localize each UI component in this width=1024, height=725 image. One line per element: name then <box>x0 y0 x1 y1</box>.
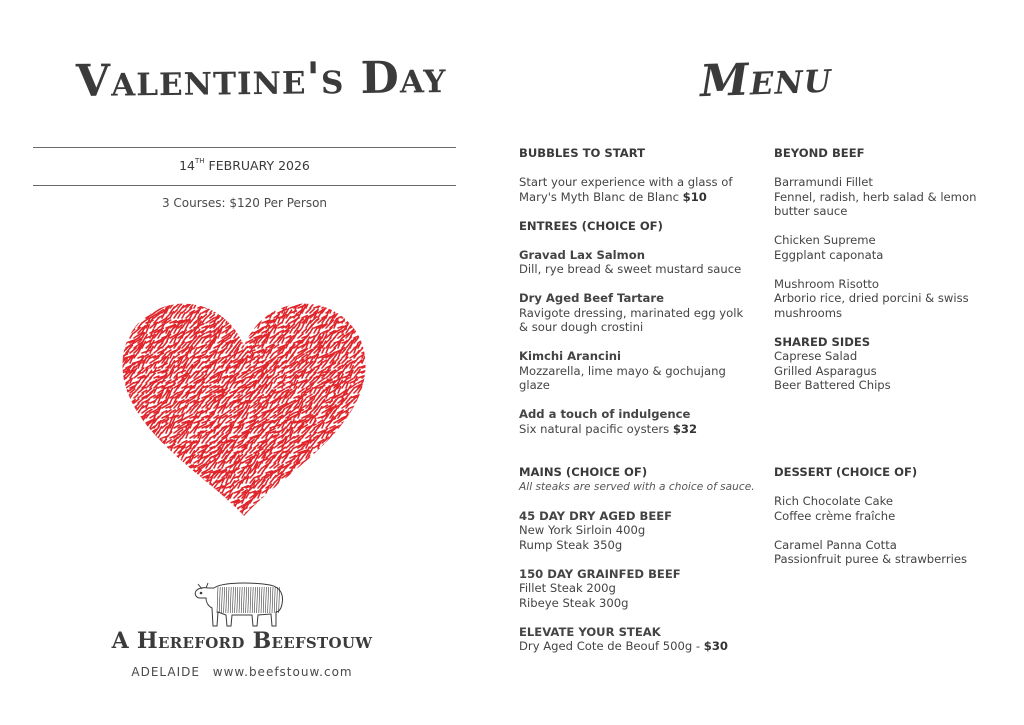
main-item: Fillet Steak 200g <box>519 581 616 595</box>
indulgence-desc <box>519 422 759 437</box>
elevate-text: Dry Aged Cote de Beouf 500g - <box>519 639 701 653</box>
entree-name: Dry Aged Beef Tartare <box>519 291 664 305</box>
main-item: New York Sirloin 400g <box>519 523 646 537</box>
elevate-item <box>519 639 759 654</box>
courses-price: 3 Courses: $120 Per Person <box>161 196 328 210</box>
mains-group-name: 45 DAY DRY AGED BEEF <box>519 508 673 523</box>
entree-desc: Ravigote dressing, marinated egg yolk <box>519 305 744 320</box>
beyond-item-name: Chicken Supreme <box>774 233 876 247</box>
beyond-item-desc: Eggplant caponata <box>774 247 884 262</box>
brand-name: A Hereford Beefstouw <box>111 628 373 654</box>
entree-desc: Dill, rye bread & sweet mustard sauce <box>519 262 742 276</box>
indulgence-name: Add a touch of indulgence <box>519 407 691 421</box>
beyond-item-desc: Arborio rice, dried porcini & swiss <box>774 291 969 305</box>
entree-desc: & sour dough crostini <box>519 320 644 334</box>
side-item: Caprese Salad <box>774 349 858 363</box>
beyond-item-name: Barramundi Fillet <box>774 175 873 189</box>
event-date <box>33 158 456 173</box>
mains-group-name: 150 DAY GRAINFED BEEF <box>519 566 681 581</box>
cow-icon <box>192 576 288 630</box>
entree-name: Gravad Lax Salmon <box>519 247 645 262</box>
valentines-day-title: Valentine's Day <box>75 52 447 107</box>
elevate-heading: ELEVATE YOUR STEAK <box>519 624 661 639</box>
entrees-heading: ENTREES (CHOICE OF) <box>519 218 663 233</box>
dessert-heading: DESSERT (CHOICE OF) <box>774 465 918 479</box>
menu-column-left <box>519 146 759 654</box>
oysters-text: Six natural pacific oysters <box>519 421 670 436</box>
date-suffix: TH <box>195 157 205 165</box>
bubbles-line: Start your experience with a glass of <box>519 175 733 189</box>
date-day: 14 <box>179 158 195 173</box>
beyond-beef-heading: BEYOND BEEF <box>774 146 865 160</box>
bubbles-price: $10 <box>682 189 707 204</box>
main-item: Ribeye Steak 300g <box>519 595 629 610</box>
divider-top <box>33 147 456 148</box>
bubbles-wine <box>519 190 759 205</box>
menu-title: Menu <box>699 51 833 108</box>
menu-column-right <box>774 146 979 567</box>
side-item: Grilled Asparagus <box>774 363 877 378</box>
beyond-item-desc: mushrooms <box>774 305 843 320</box>
dessert-desc: Passionfruit puree & strawberries <box>774 552 968 566</box>
divider-bottom <box>33 185 456 186</box>
brand-city: ADELAIDE <box>131 665 200 679</box>
heart-icon <box>118 298 370 520</box>
shared-sides-heading: SHARED SIDES <box>774 334 871 349</box>
side-item: Beer Battered Chips <box>774 378 891 392</box>
bubbles-wine-name: Mary's Myth Blanc de Blanc <box>519 189 679 204</box>
mains-note: All steaks are served with a choice of sauce. <box>519 480 755 493</box>
beyond-item-name: Mushroom Risotto <box>774 276 880 291</box>
brand-footer <box>100 665 384 679</box>
entree-name: Kimchi Arancini <box>519 349 622 363</box>
dessert-name: Caramel Panna Cotta <box>774 537 897 552</box>
oysters-price: $32 <box>672 421 698 436</box>
mains-heading: MAINS (CHOICE OF) <box>519 465 648 479</box>
dessert-name: Rich Chocolate Cake <box>774 494 894 508</box>
main-item: Rump Steak 350g <box>519 537 623 552</box>
elevate-price: $30 <box>703 639 728 653</box>
entree-desc: Mozzarella, lime mayo & gochujang glaze <box>519 363 726 392</box>
brand-website[interactable]: www.beefstouw.com <box>212 665 353 679</box>
bubbles-heading: BUBBLES TO START <box>519 146 646 160</box>
date-month-year: FEBRUARY 2026 <box>208 158 310 173</box>
beyond-item-desc: Fennel, radish, herb salad & lemon <box>774 189 977 204</box>
dessert-desc: Coffee crème fraîche <box>774 508 896 523</box>
beyond-item-desc: butter sauce <box>774 204 848 218</box>
